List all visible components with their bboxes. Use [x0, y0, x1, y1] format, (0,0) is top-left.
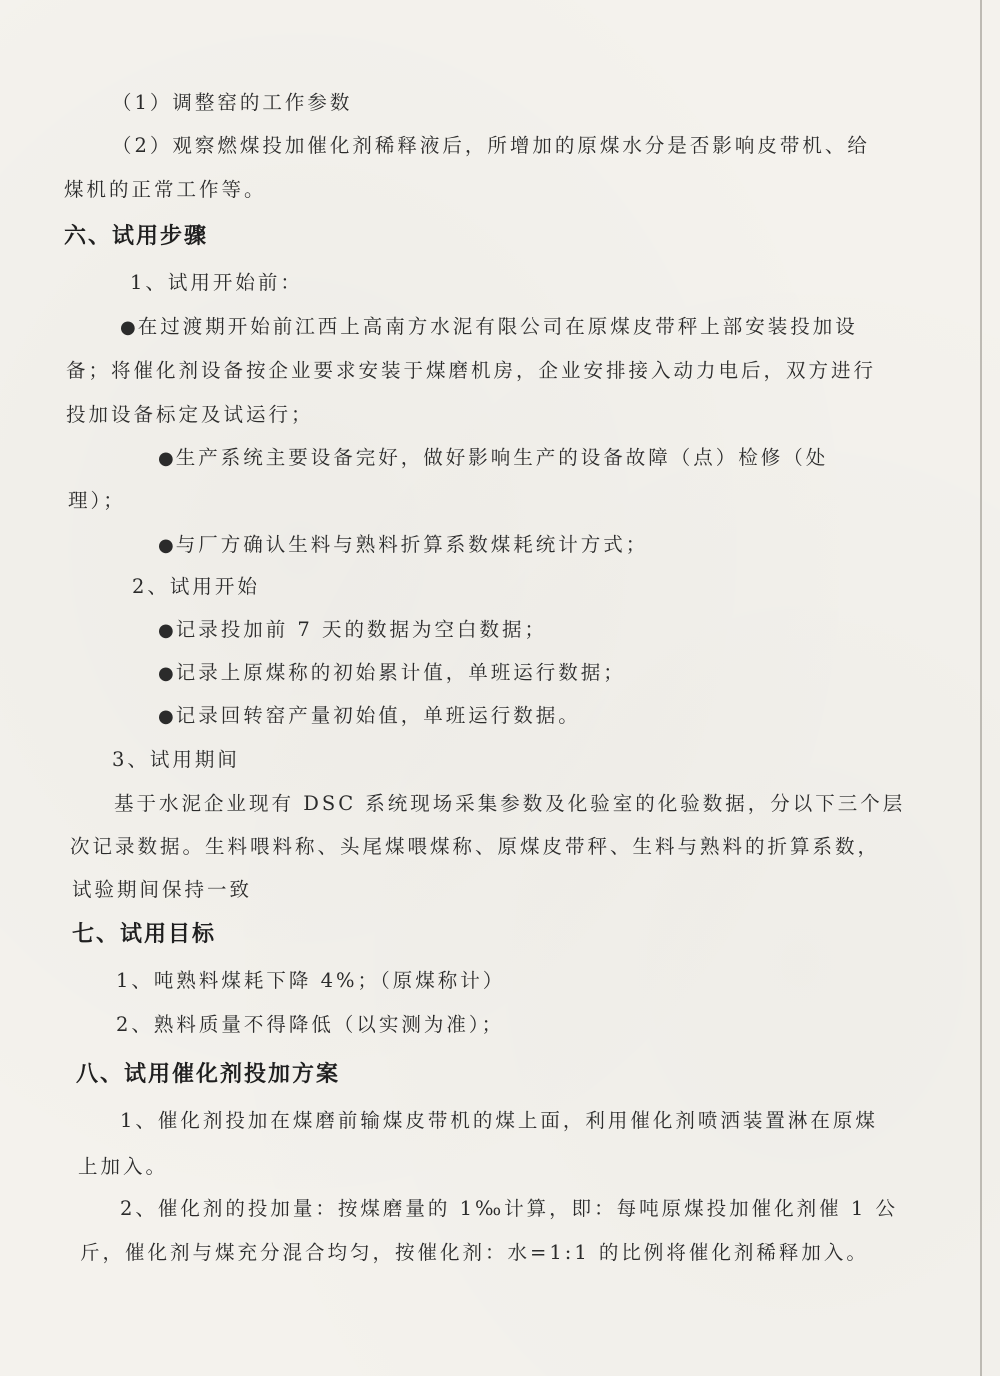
bullet-icon: ●	[158, 448, 174, 469]
bullet-text: 记录上原煤称的初始累计值，单班运行数据；	[175, 661, 626, 684]
text-line: （2）观察燃煤投加催化剂稀释液后，所增加的原煤水分是否影响皮带机、给	[112, 134, 870, 157]
text-line: 1、试用开始前：	[130, 271, 303, 294]
text-line: 煤机的正常工作等。	[64, 178, 267, 201]
bullet-text: 记录投加前 7 天的数据为空白数据；	[175, 618, 548, 641]
bullet-text: 记录回转窑产量初始值，单班运行数据。	[175, 704, 581, 727]
text-line: 次记录数据。生料喂料称、头尾煤喂煤称、原煤皮带秤、生料与熟料的折算系数，	[70, 835, 881, 858]
text-line: 投加设备标定及试运行；	[66, 403, 314, 426]
text-line: 2、催化剂的投加量：按煤磨量的 1‰计算，即：每吨原煤投加催化剂催 1 公	[120, 1197, 898, 1220]
bullet-icon: ●	[158, 706, 174, 727]
bullet-icon: ●	[120, 317, 136, 338]
section-heading-6: 六、试用步骤	[64, 223, 209, 249]
bullet-text: 生产系统主要设备完好，做好影响生产的设备故障（点）检修（处	[175, 446, 829, 469]
text-line: 3、试用期间	[112, 748, 240, 771]
bullet-item	[158, 620, 547, 640]
text-line: 1、催化剂投加在煤磨前输煤皮带机的煤上面，利用催化剂喷洒装置淋在原煤	[120, 1109, 878, 1132]
bullet-item	[158, 448, 828, 468]
text-line: 试验期间保持一致	[72, 878, 253, 901]
bullet-text: 与厂方确认生料与熟料折算系数煤耗统计方式；	[175, 533, 649, 556]
bullet-item	[158, 535, 648, 555]
text-line: 2、试用开始	[132, 575, 260, 598]
bullet-item	[158, 706, 581, 726]
page-edge-divider	[980, 0, 982, 1376]
bullet-icon: ●	[158, 620, 174, 641]
text-line: 基于水泥企业现有 DSC 系统现场采集参数及化验室的化验数据，分以下三个层	[114, 792, 906, 815]
bullet-item	[120, 317, 858, 337]
text-line: 备；将催化剂设备按企业要求安装于煤磨机房，企业安排接入动力电后，双方进行	[66, 359, 877, 382]
bullet-icon: ●	[158, 535, 174, 556]
bullet-text: 在过渡期开始前江西上高南方水泥有限公司在原煤皮带秤上部安装投加设	[137, 315, 858, 338]
text-line: 斤，催化剂与煤充分混合均匀，按催化剂：水=1:1 的比例将催化剂稀释加入。	[80, 1241, 869, 1264]
section-heading-7: 七、试用目标	[72, 921, 217, 947]
text-line: 上加入。	[78, 1155, 169, 1178]
bullet-item	[158, 663, 626, 683]
text-line: 1、吨熟料煤耗下降 4%；（原煤称计）	[116, 969, 506, 992]
bullet-icon: ●	[158, 663, 174, 684]
text-line: 理）；	[68, 489, 126, 512]
section-heading-8: 八、试用催化剂投加方案	[76, 1061, 341, 1087]
text-line: 2、熟料质量不得降低（以实测为准）；	[116, 1013, 505, 1036]
text-line: （1）调整窑的工作参数	[112, 91, 353, 114]
